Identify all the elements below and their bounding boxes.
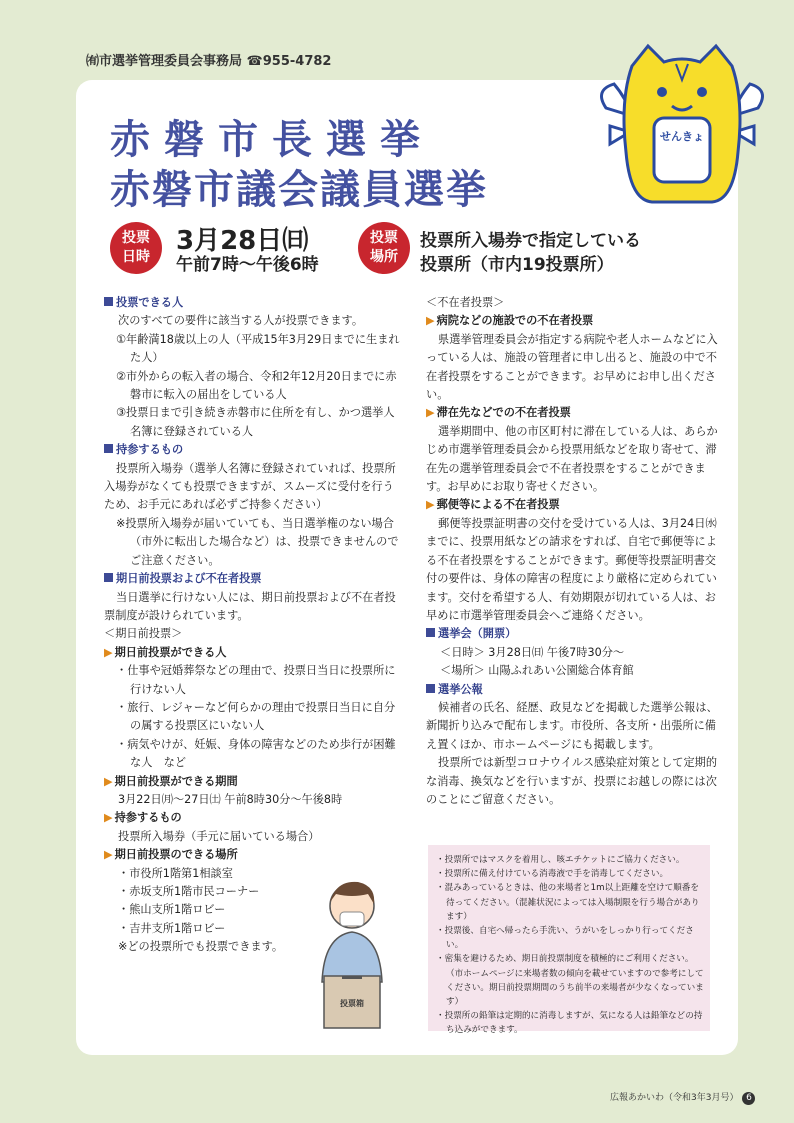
title-council-election: 赤磐市議会議員選挙 [110, 167, 488, 213]
left-column [104, 294, 400, 957]
vote-place-badge-line1: 投票 [370, 230, 398, 246]
vote-date: 3月28日㈰ [176, 226, 309, 256]
phone-number: ☎955-4782 [246, 54, 332, 69]
sub-heading-text: 期日前投票ができる期間 [114, 774, 238, 788]
mascot-sash-text: せんきょ [660, 130, 704, 143]
sub-heading [104, 846, 400, 864]
section-heading: 選挙会（開票） [426, 625, 718, 643]
sub-heading-text: 滞在先などでの不在者投票 [436, 406, 571, 420]
body-text: 投票所では新型コロナウイルス感染症対策として定期的な消毒、換気などを行いますが、投票にお越しの際には次のことにご留意ください。 [426, 756, 718, 806]
body-text: ＜期日前投票＞ [104, 627, 183, 641]
footer [610, 1090, 755, 1105]
voter-illustration [296, 872, 408, 1032]
ballot-box-label: 投票箱 [340, 999, 364, 1008]
body-text: 県選挙管理委員会が指定する病院や老人ホームなどに入っている人は、施設の管理者に申し出ると、施設の中で不在者投票をすることができます。お早めにお申し出ください。 [426, 332, 718, 402]
precaution-item: ・投票後、自宅へ帰ったら手洗い、うがいをしっかり行ってください。 [436, 926, 694, 951]
sub-heading-text: 期日前投票のできる場所 [114, 848, 238, 862]
arrow-icon: ▶ [104, 811, 113, 825]
body-text: 投票所入場券（手元に届いている場合） [118, 829, 320, 843]
body-text: ・市役所1階第1相談室 [118, 866, 233, 880]
body-text: ・赤坂支所1階市民コーナー [118, 885, 260, 898]
body-text: 候補者の氏名、経歴、政見などを掲載した選挙公報は、新聞折り込みで配布します。市役所、各支所・出張所に備え置くほか、市ホームページにも掲載します。 [426, 700, 718, 751]
body-text: ＜場所＞ 山陽ふれあい公園総合体育館 [440, 664, 634, 678]
arrow-icon: ▶ [426, 314, 435, 328]
section-heading: 持参するもの [104, 441, 400, 459]
body-text: ①年齢満18歳以上の人（平成15年3月29日までに生まれた人） [116, 332, 400, 365]
vote-place-badge-line2: 場所 [370, 249, 398, 265]
office-name: ㈲市選挙管理委員会事務局 [86, 54, 243, 69]
section-heading: 選挙公報 [426, 681, 718, 699]
vote-place-line1: 投票所入場券で指定している [420, 231, 641, 251]
vote-date-badge-line1: 投票 [122, 230, 150, 246]
precaution-item: ・投票所の鉛筆は定期的に消毒しますが、気になる人は鉛筆などの持ち込みができます。 [436, 1011, 703, 1036]
section-heading: 投票できる人 [104, 294, 400, 312]
body-text: ・病気やけが、妊娠、身体の障害などのため歩行が困難な人 など [116, 737, 396, 770]
vote-date-badge [110, 222, 162, 274]
publication-name: 広報あかいわ（令和3年3月号） [610, 1093, 739, 1103]
precaution-item: ・混みあっているときは、他の来場者と1m以上距離を空けて順番を待ってください。（混雑状況によっては入場制限を行う場合があります） [436, 883, 700, 922]
body-text: 郵便等投票証明書の交付を受けている人は、3月24日㈬までに、投票用紙などの請求をすれば、自宅で郵便等による不在者投票をすることができます。郵便等投票証明書交付の要件は、身体の障害の程度により厳格に定められています。交付を希望する人、有効期限が切れている人は、お早めに市選挙管理委員会へご連絡ください。 [426, 516, 717, 622]
vote-date-badge-line2: 日時 [122, 249, 150, 265]
mascot-illustration [592, 40, 772, 210]
sub-heading [104, 773, 400, 791]
body-text: ※どの投票所でも投票できます。 [118, 940, 284, 954]
body-text: ・仕事や冠婚葬祭などの理由で、投票日当日に投票所に行けない人 [116, 664, 396, 696]
body-text: ②市外からの転入者の場合、令和2年12月20日までに赤磐市に転入の届出をしている人 [116, 369, 397, 402]
body-text: 当日選挙に行けない人には、期日前投票および不在者投票制度が設けられています。 [104, 590, 396, 622]
arrow-icon: ▶ [426, 406, 435, 420]
body-text: ＜不在者投票＞ [426, 296, 505, 309]
covid-precautions-box [428, 845, 710, 1036]
vote-time: 午前7時〜午後6時 [176, 255, 319, 275]
body-text: ※投票所入場券が届いていても、当日選挙権のない場合（市外に転出した場合など）は、投票できませんのでご注意ください。 [116, 516, 399, 567]
vote-place-badge [358, 222, 410, 274]
sub-heading [104, 809, 400, 827]
body-text: ・旅行、レジャーなど何らかの理由で投票日当日に自分の属する投票区にいない人 [116, 700, 396, 733]
sub-heading [104, 644, 400, 662]
sub-heading-text: 郵便等による不在者投票 [436, 498, 560, 512]
page-number: 6 [742, 1092, 755, 1105]
body-text: ・熊山支所1階ロビー [118, 903, 226, 917]
arrow-icon: ▶ [104, 645, 113, 659]
arrow-icon: ▶ [104, 848, 113, 862]
body-text: ＜日時＞ 3月28日㈰ 午後7時30分〜 [440, 645, 625, 659]
sub-heading [426, 312, 718, 330]
sub-heading-text: 期日前投票ができる人 [114, 645, 227, 659]
section-heading: 期日前投票および不在者投票 [104, 570, 400, 588]
precaution-item: ・投票所ではマスクを着用し、咳エチケットにご協力ください。 [436, 855, 685, 865]
precaution-item: ・投票所に備え付けている消毒液で手を消毒してください。 [436, 869, 669, 880]
arrow-icon: ▶ [104, 774, 113, 788]
body-text: 選挙期間中、他の市区町村に滞在している人は、あらかじめ市選挙管理委員会から投票用紙などを取り寄せて、滞在先の選挙管理委員会で不在者投票をすることができます。お早めにお取り寄せください。 [426, 424, 718, 494]
vote-place-line2: 投票所（市内19投票所） [420, 255, 614, 275]
body-text: 3月22日㈪〜27日㈯ 午前8時30分〜午後8時 [118, 792, 343, 806]
body-text: ・吉井支所1階ロビー [118, 921, 226, 935]
sub-heading-text: 持参するもの [114, 811, 182, 825]
body-text: 次のすべての要件に該当する人が投票できます。 [118, 314, 364, 328]
body-text: 投票所入場券（選挙人名簿に登録されていれば、投票所入場券がなくても投票できますが、スムーズに受付を行うため、お手元にあれば必ずご持参ください） [104, 461, 396, 512]
body-text: ③投票日まで引き続き赤磐市に住所を有し、かつ選挙人名簿に登録されている人 [116, 406, 395, 438]
sub-heading [426, 496, 718, 514]
title-mayor-election: 赤磐市長選挙 [110, 117, 434, 163]
right-column [426, 294, 718, 809]
sub-heading-text: 病院などの施設での不在者投票 [436, 314, 594, 328]
office-header [86, 50, 331, 69]
arrow-icon: ▶ [426, 498, 435, 512]
sub-heading [426, 404, 718, 422]
precaution-item: ・密集を避けるため、期日前投票制度を積極的にご利用ください。（市ホームページに来場者数の傾向を載せていますので参考にしてください。期日前投票期間のうち前半の来場者が少なくなっています） [436, 954, 704, 1008]
